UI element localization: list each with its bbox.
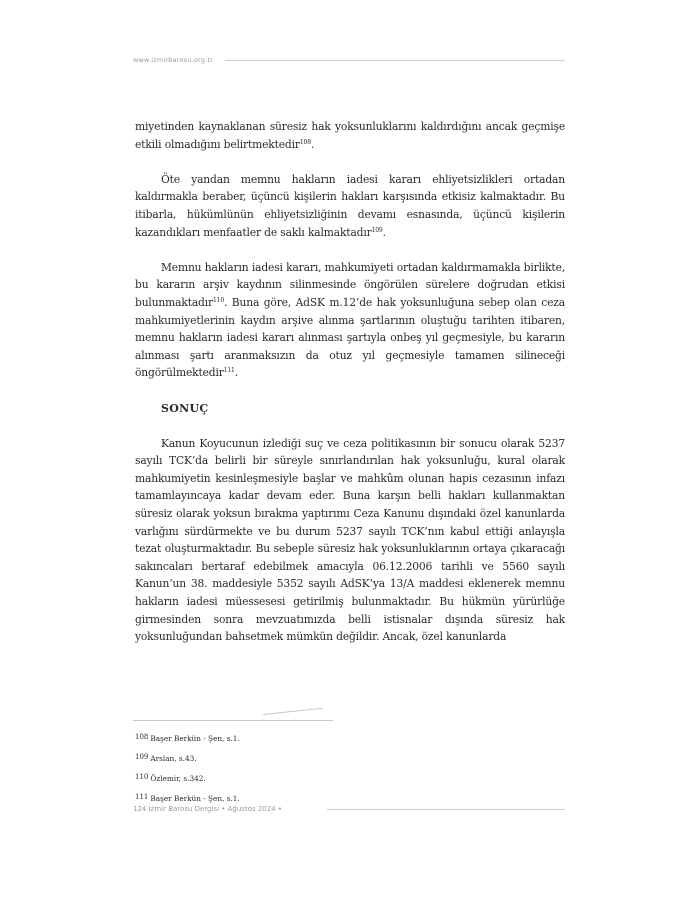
footnote-ref-110: 110 (212, 296, 224, 304)
section-heading: SONUÇ (161, 401, 209, 415)
paragraph-1-text: miyetinden kaynaklanan süresiz hak yoksunluklarını kaldırdığını ancak geçmişe etkili olmadığını belirtmektedir (135, 120, 565, 151)
footnote-ref-111: 111 (223, 367, 235, 375)
paragraph-3-tail: . Buna göre, AdSK m.12’de hak yoksunluğuna sebep olan ceza mahkumiyetlerinin kaydın arşive alınma şartlarının oluştuğu tarihten itibaren, memnu hakların iadesi kararı alınması şartıyla onbeş yıl geçmesiyle, bu kararın alınması şartı aranmaksızın da otuz yıl geçmesiyle tamamen silineceği öngörülmektedir (135, 295, 565, 380)
page-header (133, 54, 565, 66)
footnote-number: 111 (135, 793, 149, 801)
page-footer (133, 803, 565, 815)
paragraph-3 (135, 259, 565, 382)
body-text (135, 118, 565, 663)
paragraph-2 (135, 171, 565, 241)
paragraph-2-text: Öte yandan memnu hakların iadesi kararı ehliyetsizlikleri ortadan kaldırmakla beraber, üçüncü kişilerin hakları karşısında etkisiz kalmaktadır. Bu itibarla, hükümlünün ehliyetsizliğinin devamı esnasında, üçüncü kişilerin kazandıkları menfaatler de saklı kalmaktadır (135, 172, 565, 239)
paragraph-1-tail: . (310, 137, 315, 151)
paragraph-3-tail-2: . (234, 366, 238, 380)
footnotes (135, 728, 565, 808)
footnote-text: Arslan, s.43. (150, 754, 197, 763)
footnote-text: Özlemir, s.342. (150, 774, 206, 783)
footnote-number: 110 (135, 773, 149, 781)
footnote-number: 109 (135, 753, 149, 761)
footnote-number: 108 (135, 733, 149, 741)
footnote-ref-108: 108 (299, 138, 311, 146)
footer-label: 124 İzmir Barosu Dergisi • Ağustos 2024 • (133, 805, 282, 813)
footnote-divider (133, 720, 333, 721)
footnote-text: Başer Berkün - Şen, s.1. (150, 734, 240, 743)
header-rule (225, 60, 565, 61)
paragraph-1 (135, 118, 565, 153)
paragraph-2-tail: . (382, 225, 386, 239)
footnote-text: Başer Berkün - Şen, s.1. (150, 794, 240, 803)
footnote-109 (135, 748, 565, 768)
footnote-110 (135, 768, 565, 788)
footnote-108 (135, 728, 565, 748)
footer-rule (327, 809, 565, 810)
header-url: www.izmirbarosu.org.tr (133, 56, 213, 64)
footnote-ref-109: 109 (371, 226, 383, 234)
paragraph-3-text: Memnu hakların iadesi kararı, mahkumiyeti ortadan kaldırmamakla birlikte, bu kararın arşiv kaydının silinmesinde öngörülen sürelere doğrudan etkisi bulunmaktadır (135, 260, 565, 309)
conclusion-paragraph: Kanun Koyucunun izlediği suç ve ceza politikasının bir sonucu olarak 5237 sayılı TCK’da belirli bir süreyle sınırlandırılan hak yoksunluğu, kural olarak mahkumiyetin kesinleşmesiyle başlar ve mahkûm olunan hapis cezasının infazı tamamlayıncaya kadar devam eder. Buna karşın belli hakları kullanmaktan süresiz olarak yoksun bırakma yaptırımı Ceza Kanunu dışındaki özel kanunlarda varlığını sürdürmekte ve bu durum 5237 sayılı TCK’nın kabul ettiği anlayışla tezat oluşturmaktadır. Bu sebeple süresiz hak yoksunluklarının ortaya çıkaracağı sakıncaları bertaraf edebilmek amacıyla 06.12.2006 tarihli ve 5560 sayılı Kanun’un 38. maddesiyle 5352 sayılı AdSK’ya 13/A maddesi eklenerek memnu hakların iadesi müessesesi getirilmiş bulunmaktadır. Bu hükmün yürürlüğe girmesinden sonra mevzuatımızda belli istisnalar dışında süresiz hak yoksunluğundan bahsetmek mümkün değildir. Ancak, özel kanunlarda (135, 436, 565, 644)
